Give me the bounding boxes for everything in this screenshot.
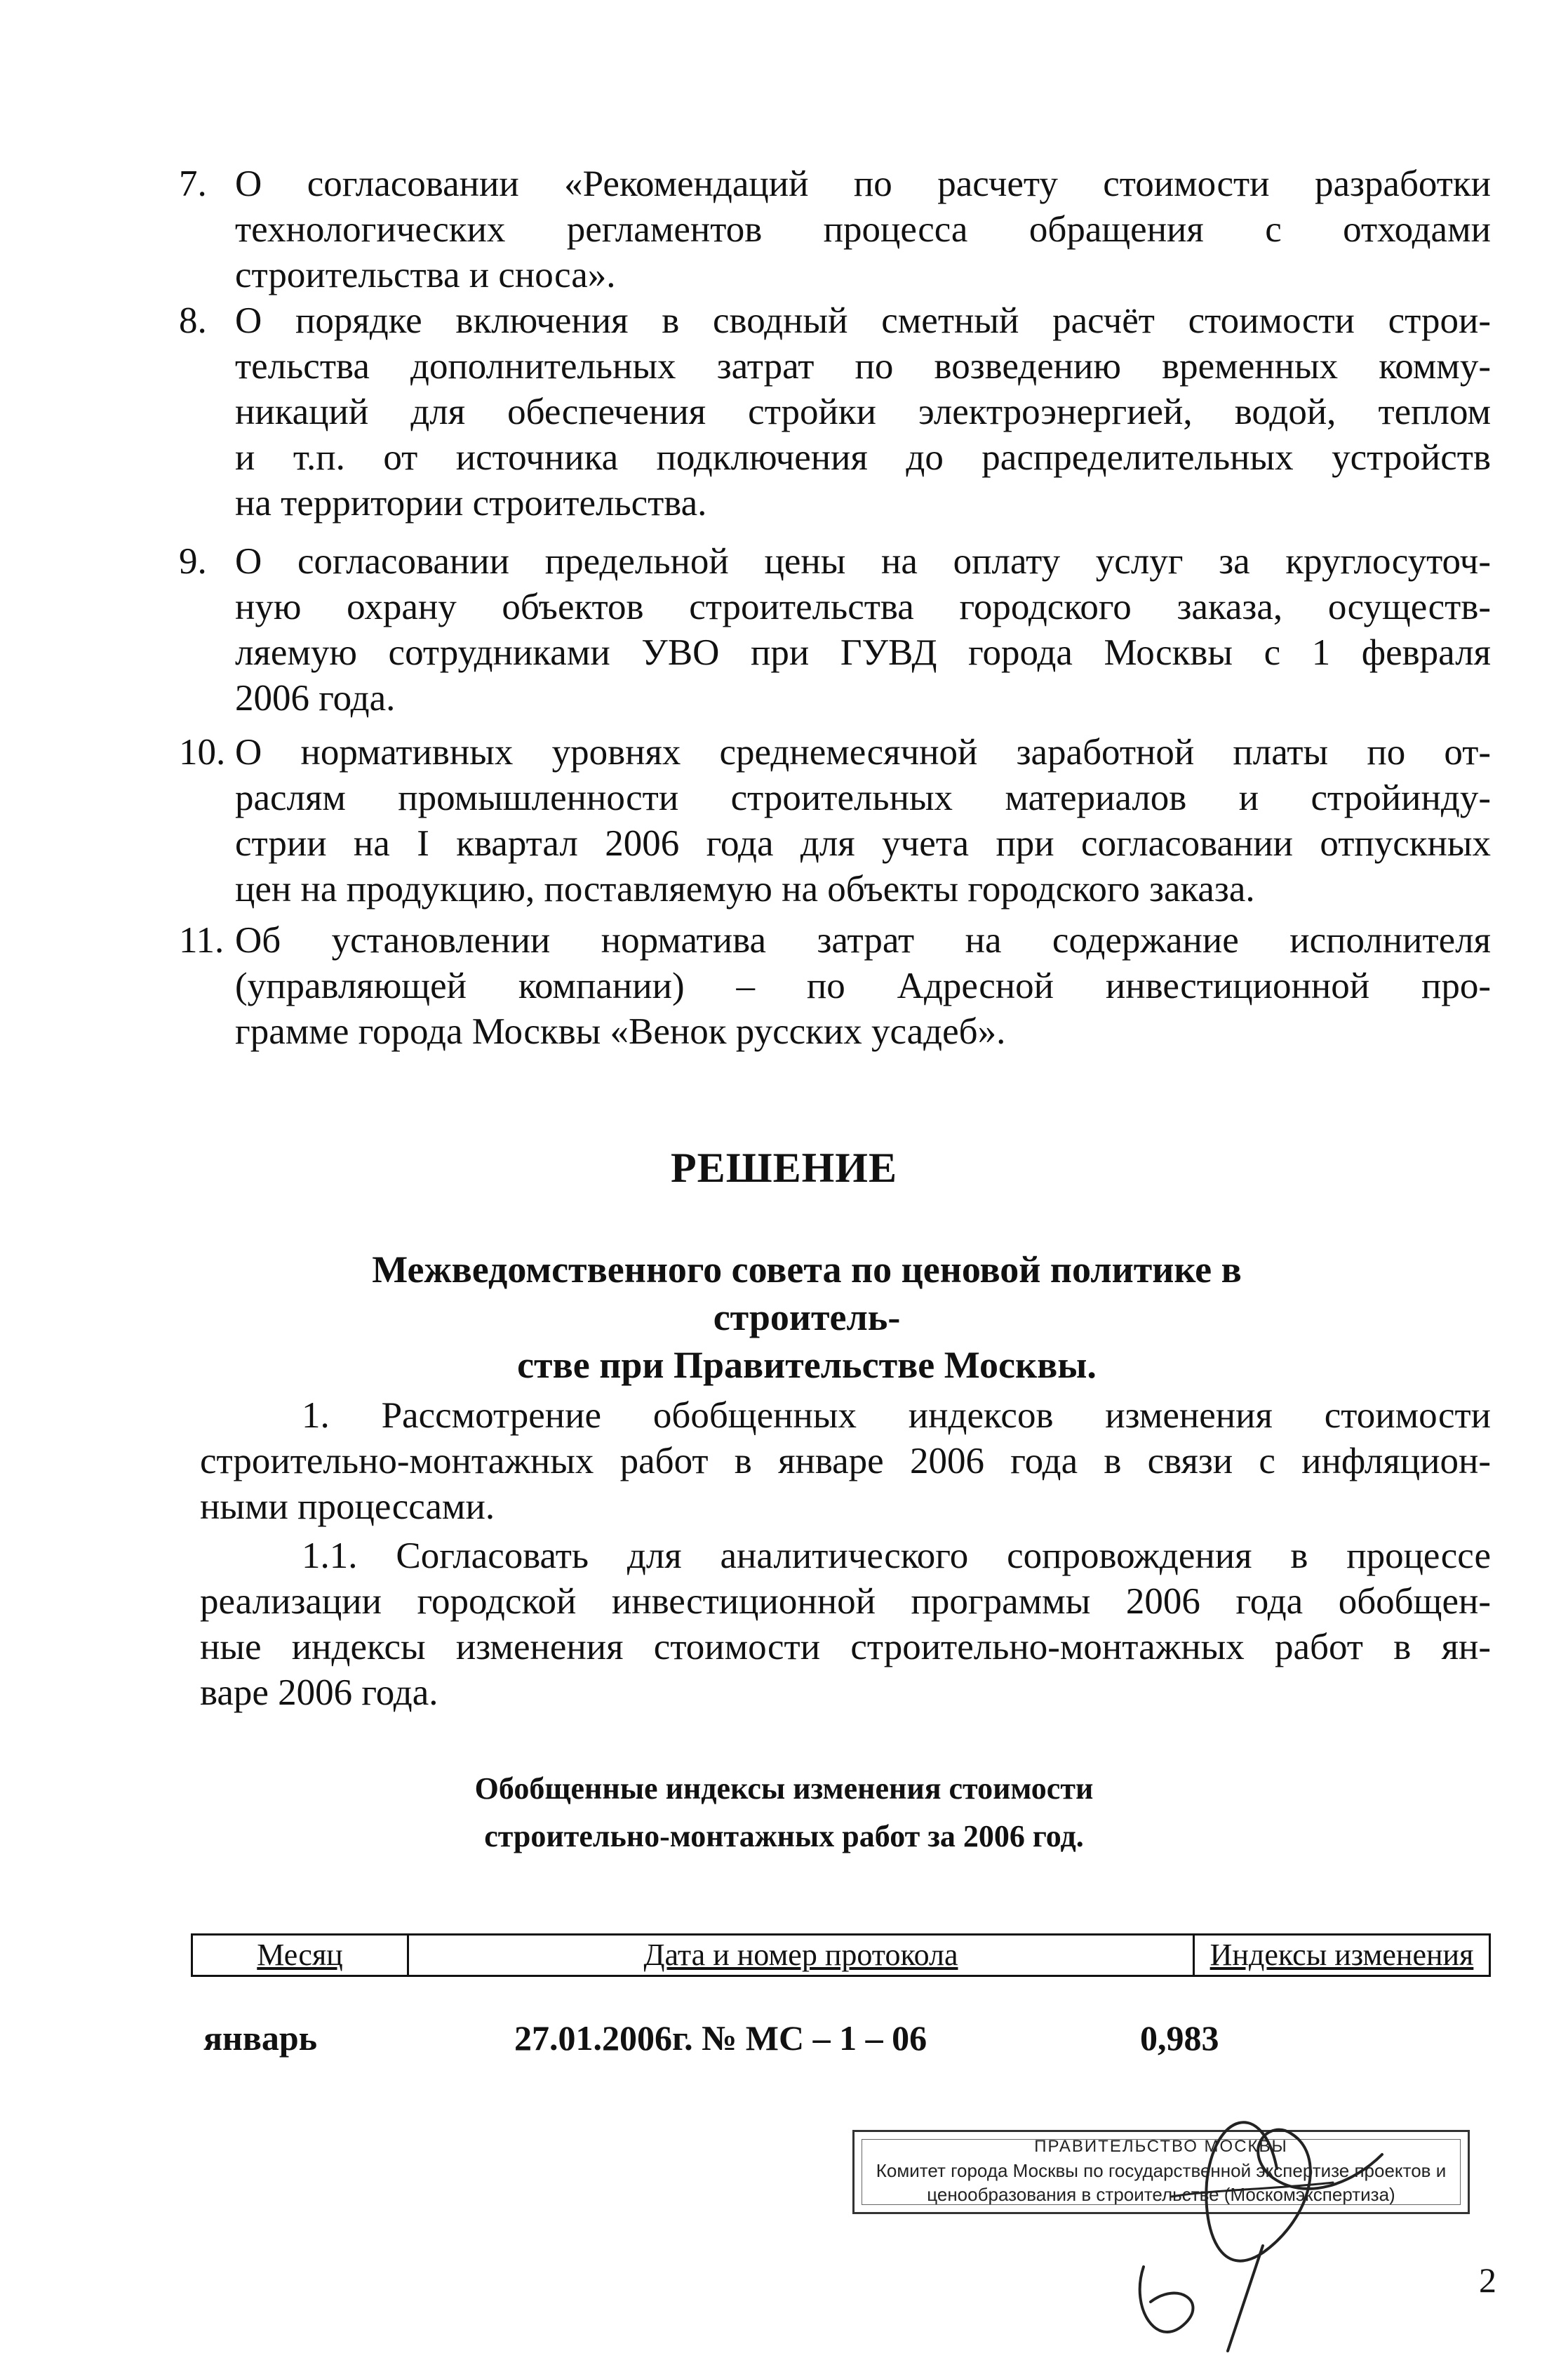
item-text-line: грамме города Москвы «Венок русских усадеб». bbox=[235, 1011, 1006, 1052]
item-text-line: 2006 года. bbox=[235, 678, 396, 719]
item-number: 11. bbox=[179, 920, 225, 961]
column-header-protocol: Дата и номер протокола bbox=[409, 1936, 1195, 1975]
item-text-line: О согласовании предельной цены на оплату услуг за круглосуточ- bbox=[235, 541, 1491, 582]
item-text-line: тельства дополнительных затрат по возведению временных комму- bbox=[235, 346, 1491, 387]
stamp-line: ценообразования в строительстве (Москомэкспертиза) bbox=[927, 2184, 1395, 2205]
stamp-line: Комитет города Москвы по государственной экспертизе проектов и bbox=[876, 2160, 1447, 2181]
paragraph-line: варе 2006 года. bbox=[200, 1672, 438, 1713]
item-text-line: (управляющей компании) – по Адресной инвестиционной про- bbox=[235, 966, 1491, 1006]
item-text-line: раслям промышленности строительных материалов и стройинду- bbox=[235, 778, 1491, 818]
table-caption-line: строительно-монтажных работ за 2006 год. bbox=[484, 1819, 1084, 1853]
item-number: 8. bbox=[179, 300, 207, 341]
decision-paragraph-1-1 bbox=[200, 1533, 1491, 1716]
item-text-line: и т.п. от источника подключения до распределительных устройств bbox=[235, 437, 1491, 478]
agenda-item-7 bbox=[179, 161, 1491, 298]
item-text-line: О согласовании «Рекомендаций по расчету стоимости разработки bbox=[235, 164, 1491, 204]
item-text-line: строительства и сноса». bbox=[235, 255, 616, 295]
item-text-line: технологических регламентов процесса обращения с отходами bbox=[235, 209, 1491, 250]
item-number: 10. bbox=[179, 732, 226, 773]
page-number: 2 bbox=[1479, 2260, 1496, 2300]
paragraph-line: 1. Рассмотрение обобщенных индексов изменения стоимости bbox=[302, 1395, 1491, 1436]
agenda-item-8 bbox=[179, 298, 1491, 526]
handwritten-signature bbox=[1101, 2070, 1396, 2365]
item-text-line: цен на продукцию, поставляемую на объекты городского заказа. bbox=[235, 869, 1255, 910]
item-text-line: О нормативных уровнях среднемесячной заработной платы по от- bbox=[235, 732, 1491, 773]
item-text-line: О порядке включения в сводный сметный расчёт стоимости строи- bbox=[235, 300, 1491, 341]
decision-subtitle bbox=[295, 1246, 1319, 1389]
table-caption-line: Обобщенные индексы изменения стоимости bbox=[474, 1771, 1094, 1806]
table-caption bbox=[0, 1765, 1568, 1860]
table-cell-index: 0,983 bbox=[1140, 2018, 1219, 2058]
decision-title: РЕШЕНИЕ bbox=[671, 1145, 897, 1191]
paragraph-line: ные индексы изменения стоимости строительно-монтажных работ в ян- bbox=[200, 1627, 1491, 1667]
item-text-line: ную охрану объектов строительства городского заказа, осуществ- bbox=[235, 587, 1491, 627]
paragraph-line: строительно-монтажных работ в январе 2006 года в связи с инфляцион- bbox=[200, 1441, 1491, 1481]
decision-subtitle-line: стве при Правительстве Москвы. bbox=[517, 1344, 1097, 1386]
item-text-line: Об установлении норматива затрат на содержание исполнителя bbox=[235, 920, 1491, 961]
column-header-index: Индексы изменения bbox=[1209, 1938, 1474, 1972]
column-header-month: Месяц bbox=[193, 1936, 409, 1975]
paragraph-line: реализации городской инвестиционной программы 2006 года обобщен- bbox=[200, 1581, 1491, 1622]
table-cell-protocol: 27.01.2006г. № МС – 1 – 06 bbox=[514, 2018, 927, 2058]
paragraph-line: 1.1. Согласовать для аналитического сопровождения в процессе bbox=[302, 1535, 1491, 1576]
table-cell-month: январь bbox=[203, 2018, 318, 2058]
item-number: 7. bbox=[179, 164, 207, 204]
agenda-item-11 bbox=[179, 918, 1491, 1055]
item-number: 9. bbox=[179, 541, 207, 582]
stamp-line: ПРАВИТЕЛЬСТВО МОСКВЫ bbox=[1034, 2137, 1288, 2156]
item-text-line: никаций для обеспечения стройки электроэнергией, водой, теплом bbox=[235, 392, 1491, 432]
agenda-item-9 bbox=[179, 539, 1491, 721]
item-text-line: стрии на I квартал 2006 года для учета при согласовании отпускных bbox=[235, 823, 1491, 864]
item-text-line: на территории строительства. bbox=[235, 483, 707, 524]
agenda-item-10 bbox=[179, 730, 1491, 912]
table-header-row bbox=[191, 1933, 1491, 1977]
item-text-line: ляемую сотрудниками УВО при ГУВД города Москвы с 1 февраля bbox=[235, 632, 1491, 673]
decision-paragraph-1 bbox=[200, 1393, 1491, 1530]
decision-subtitle-line: Межведомственного совета по ценовой политике в строитель- bbox=[372, 1248, 1242, 1338]
paragraph-line: ными процессами. bbox=[200, 1486, 495, 1527]
